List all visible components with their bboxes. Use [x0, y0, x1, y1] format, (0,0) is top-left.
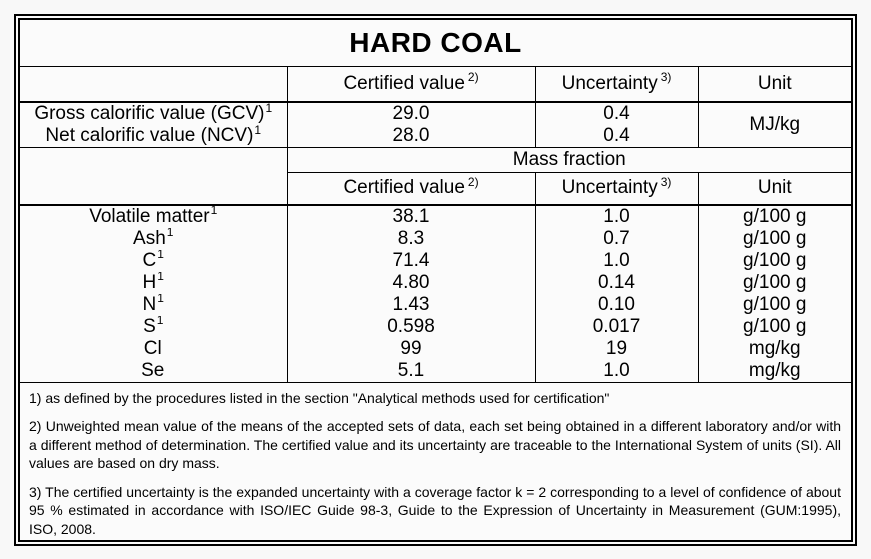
certified-value-ncv: 28.0 [287, 125, 535, 148]
certified-value-cell: 4.80 [287, 272, 535, 294]
footnote-2: 2) Unweighted mean value of the means of the accepted sets of data, each set being obtained in a different laboratory and/or with a different method of determination. The certified value and its uncertainty are traceable to the International System of units (SI). All values are based on dry mass. [29, 418, 841, 471]
footnotes-row [20, 382, 851, 540]
mass-fraction-section-header: Mass fraction [287, 148, 851, 173]
uncertainty-cell: 1.0 [535, 360, 698, 383]
unit-cell: g/100 g [743, 271, 807, 293]
uncertainty-cell: 19 [535, 338, 698, 360]
table-row-se [20, 360, 851, 383]
page-title: HARD COAL [20, 20, 851, 66]
col-header-uncertainty-2: Uncertainty $^{3)}$ [535, 173, 698, 205]
footnote-1: 1) as defined by the procedures listed in the section "Analytical methods used for certification" [29, 389, 610, 406]
mass-fraction-empty-cell [20, 148, 287, 205]
unit-cell: mg/kg [748, 337, 801, 359]
uncertainty-cell: 0.017 [535, 316, 698, 338]
unit-cell: g/100 g [743, 249, 807, 271]
footnote-ref-2-icon: 2) [467, 70, 479, 85]
footnotes-section [20, 382, 851, 540]
certified-value-gcv: 29.0 [287, 102, 535, 125]
table-row-cl [20, 338, 851, 360]
footnote-3: 3) The certified uncertainty is the expanded uncertainty with a coverage factor k = 2 corresponding to a level of confidence of about 95 % estimated in accordance with ISO/IEC Guide 98-3, Guide to the Expression of Uncertainty in Measurement (GUM:1995), ISO, 2008. [29, 483, 841, 537]
row-label: $C^1$ [20, 250, 287, 272]
col-header-uncertainty [535, 66, 698, 102]
row-label: Volatile matter$^1$ [20, 205, 287, 228]
row-label-ncv: Net calorific value (NCV)$^1$ [20, 125, 287, 148]
table-row-n [20, 294, 851, 316]
certified-value-cell: 99 [287, 338, 535, 360]
uncertainty-cell: 0.14 [535, 272, 698, 294]
unit-cell: g/100 g [743, 227, 807, 249]
uncertainty-gcv: 0.4 [535, 102, 698, 125]
table-row-ash [20, 228, 851, 250]
certified-value-cell: 38.1 [287, 205, 535, 228]
unit-cell: mg/kg [698, 360, 851, 383]
col-header-unit-2: Unit [698, 173, 851, 205]
header-empty-cell [20, 66, 287, 102]
certified-value-cell: 8.3 [287, 228, 535, 250]
uncertainty-cell: 0.10 [535, 294, 698, 316]
unit-cell: g/100 g [743, 293, 807, 315]
unit-cell: g/100 g [743, 315, 807, 337]
uncertainty-cell: 1.0 [535, 250, 698, 272]
table-row-h [20, 272, 851, 294]
certified-value-cell: 0.598 [287, 316, 535, 338]
footnote-ref-2-icon: 2) [467, 174, 479, 189]
unit-cell: g/100 g [743, 205, 807, 227]
mass-fraction-header-row [20, 148, 851, 173]
col-header-certified-value [287, 66, 535, 102]
table-row-gcv [20, 102, 851, 125]
col-header-certified-value-label: Certified value [343, 72, 465, 94]
table-row-s [20, 316, 851, 338]
certified-value-cell: 5.1 [287, 360, 535, 383]
unit-calorific: MJ/kg [698, 102, 851, 148]
uncertainty-cell: 1.0 [535, 205, 698, 228]
uncertainty-ncv: 0.4 [535, 125, 698, 148]
certified-value-cell: 71.4 [287, 250, 535, 272]
table-row-volatile-matter [20, 205, 851, 228]
row-label: $H^1$ [20, 272, 287, 294]
certified-value-cell: 1.43 [287, 294, 535, 316]
certificate-frame [14, 14, 857, 546]
col-header-unit: Unit [698, 66, 851, 102]
row-label: Cl [20, 338, 287, 360]
row-label: Ash$^1$ [20, 228, 287, 250]
row-label: $N^1$ [20, 294, 287, 316]
title-row [20, 20, 851, 66]
row-label: $S^1$ [20, 316, 287, 338]
col-header-uncertainty-label: Uncertainty [561, 72, 658, 94]
row-label: Se [20, 360, 287, 383]
uncertainty-cell: 0.7 [535, 228, 698, 250]
col-header-certified-value-2: Certified value $^{2)}$ [287, 173, 535, 205]
table-row-c [20, 250, 851, 272]
footnote-ref-3-icon: 3) [660, 70, 672, 85]
row-label-gcv: Gross calorific value (GCV)$^1$ [20, 102, 287, 125]
certificate-table [20, 20, 851, 540]
header-row-1 [20, 66, 851, 102]
footnote-ref-3-icon: 3) [660, 174, 672, 189]
